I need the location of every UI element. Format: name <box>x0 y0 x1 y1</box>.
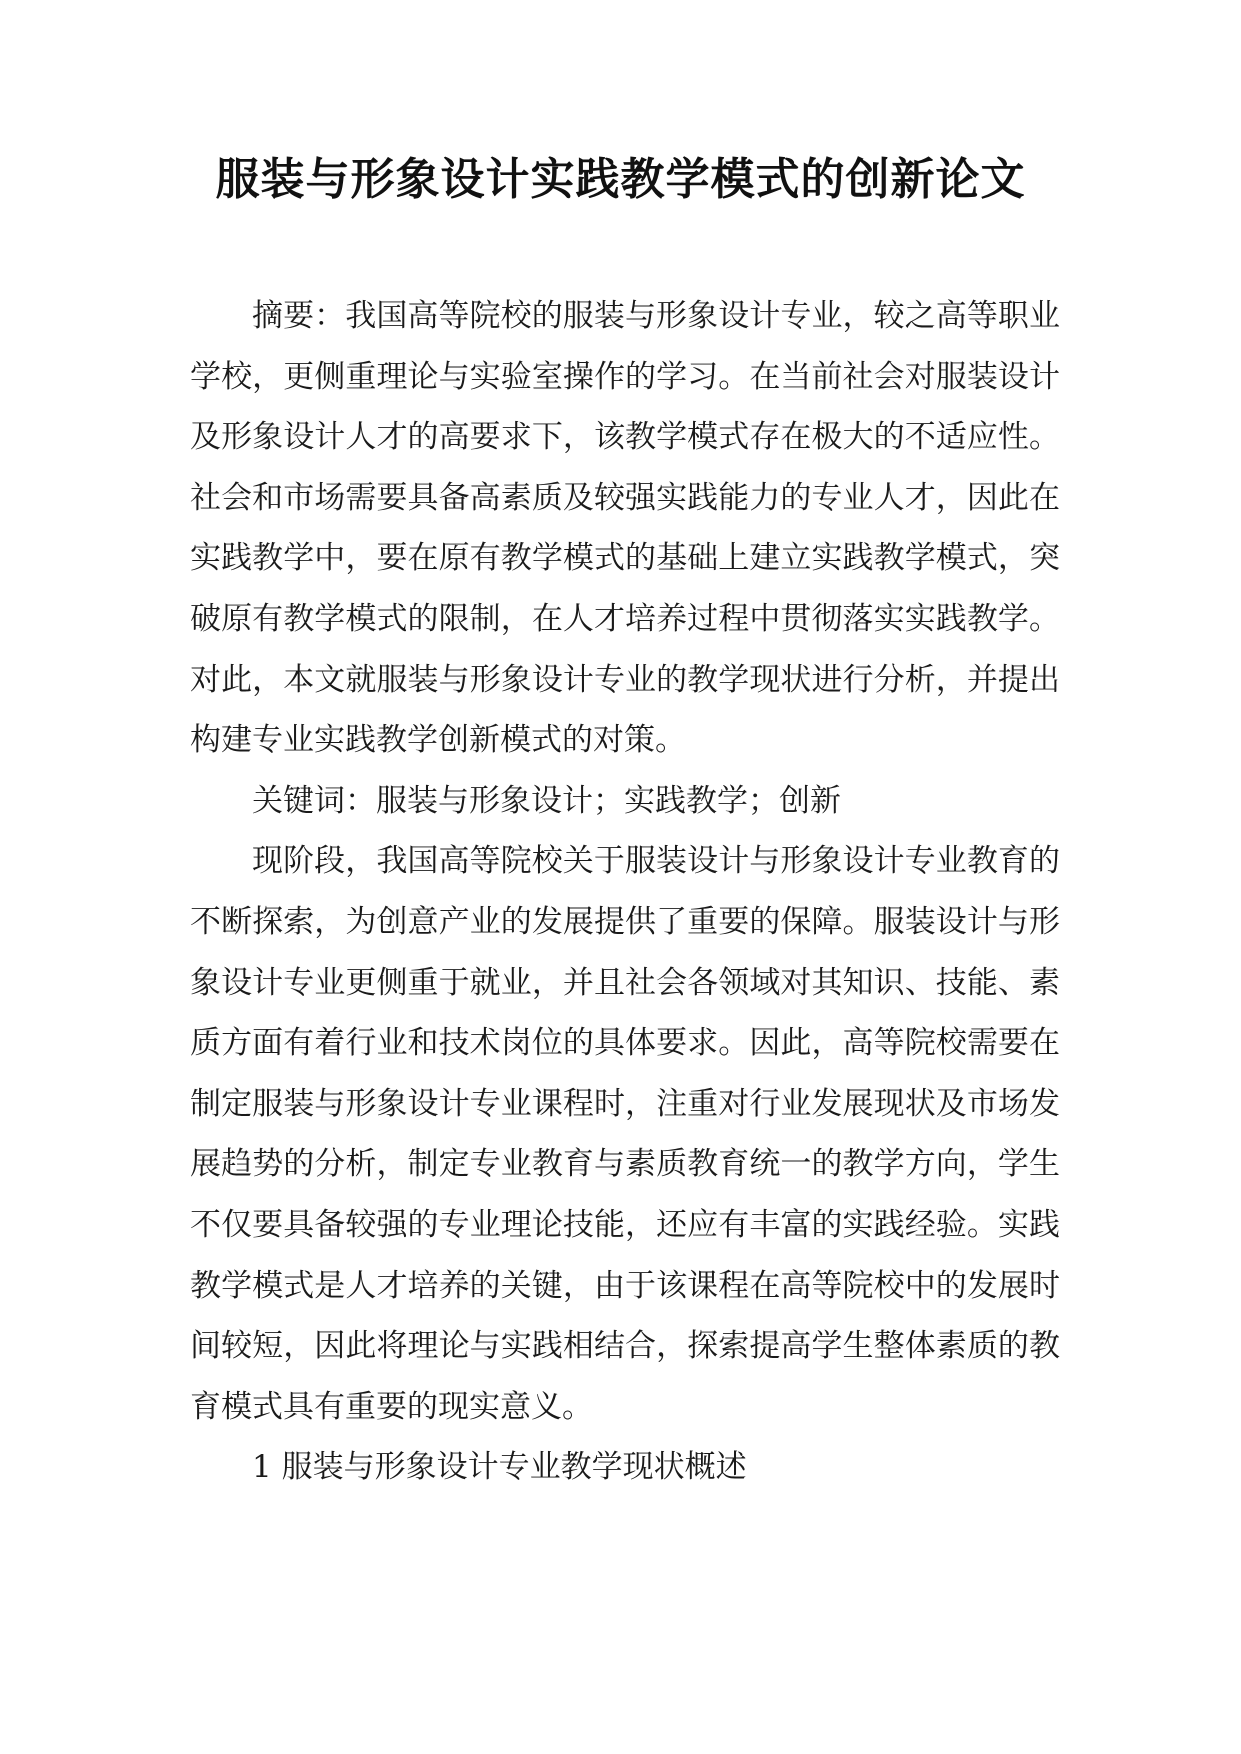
keywords-paragraph: 关键词：服装与形象设计；实践教学；创新 <box>252 782 841 819</box>
intro-paragraph: 现阶段，我国高等院校关于服装设计与形象设计专业教育的不断探索，为创意产业的发展提供了重要的保障。服装设计与形象设计专业更侧重于就业，并且社会各领域对其知识、技能、素质方面有着行业和技术岗位的具体要求。因此，高等院校需要在制定服装与形象设计专业课程时，注重对行业发展现状及市场发展趋势的分析，制定专业教育与素质教育统一的教学方向，学生不仅要具备较强的专业理论技能，还应有丰富的实践经验。实践教学模式是人才培养的关键，由于该课程在高等院校中的发展时间较短，因此将理论与实践相结合，探索提高学生整体素质的教育模式具有重要的现实意义。 <box>190 843 1060 1425</box>
document-body <box>190 286 1060 1498</box>
section-heading: 1 服装与形象设计专业教学现状概述 <box>252 1449 747 1486</box>
abstract-paragraph: 摘要：我国高等院校的服装与形象设计专业，较之高等职业学校，更侧重理论与实验室操作的学习。在当前社会对服装设计及形象设计人才的高要求下，该教学模式存在极大的不适应性。社会和市场需要具备高素质及较强实践能力的专业人才，因此在实践教学中，要在原有教学模式的基础上建立实践教学模式，突破原有教学模式的限制，在人才培养过程中贯彻落实实践教学。对此，本文就服装与形象设计专业的教学现状进行分析，并提出构建专业实践教学创新模式的对策。 <box>190 298 1060 759</box>
document-title: 服装与形象设计实践教学模式的创新论文 <box>215 154 1026 205</box>
